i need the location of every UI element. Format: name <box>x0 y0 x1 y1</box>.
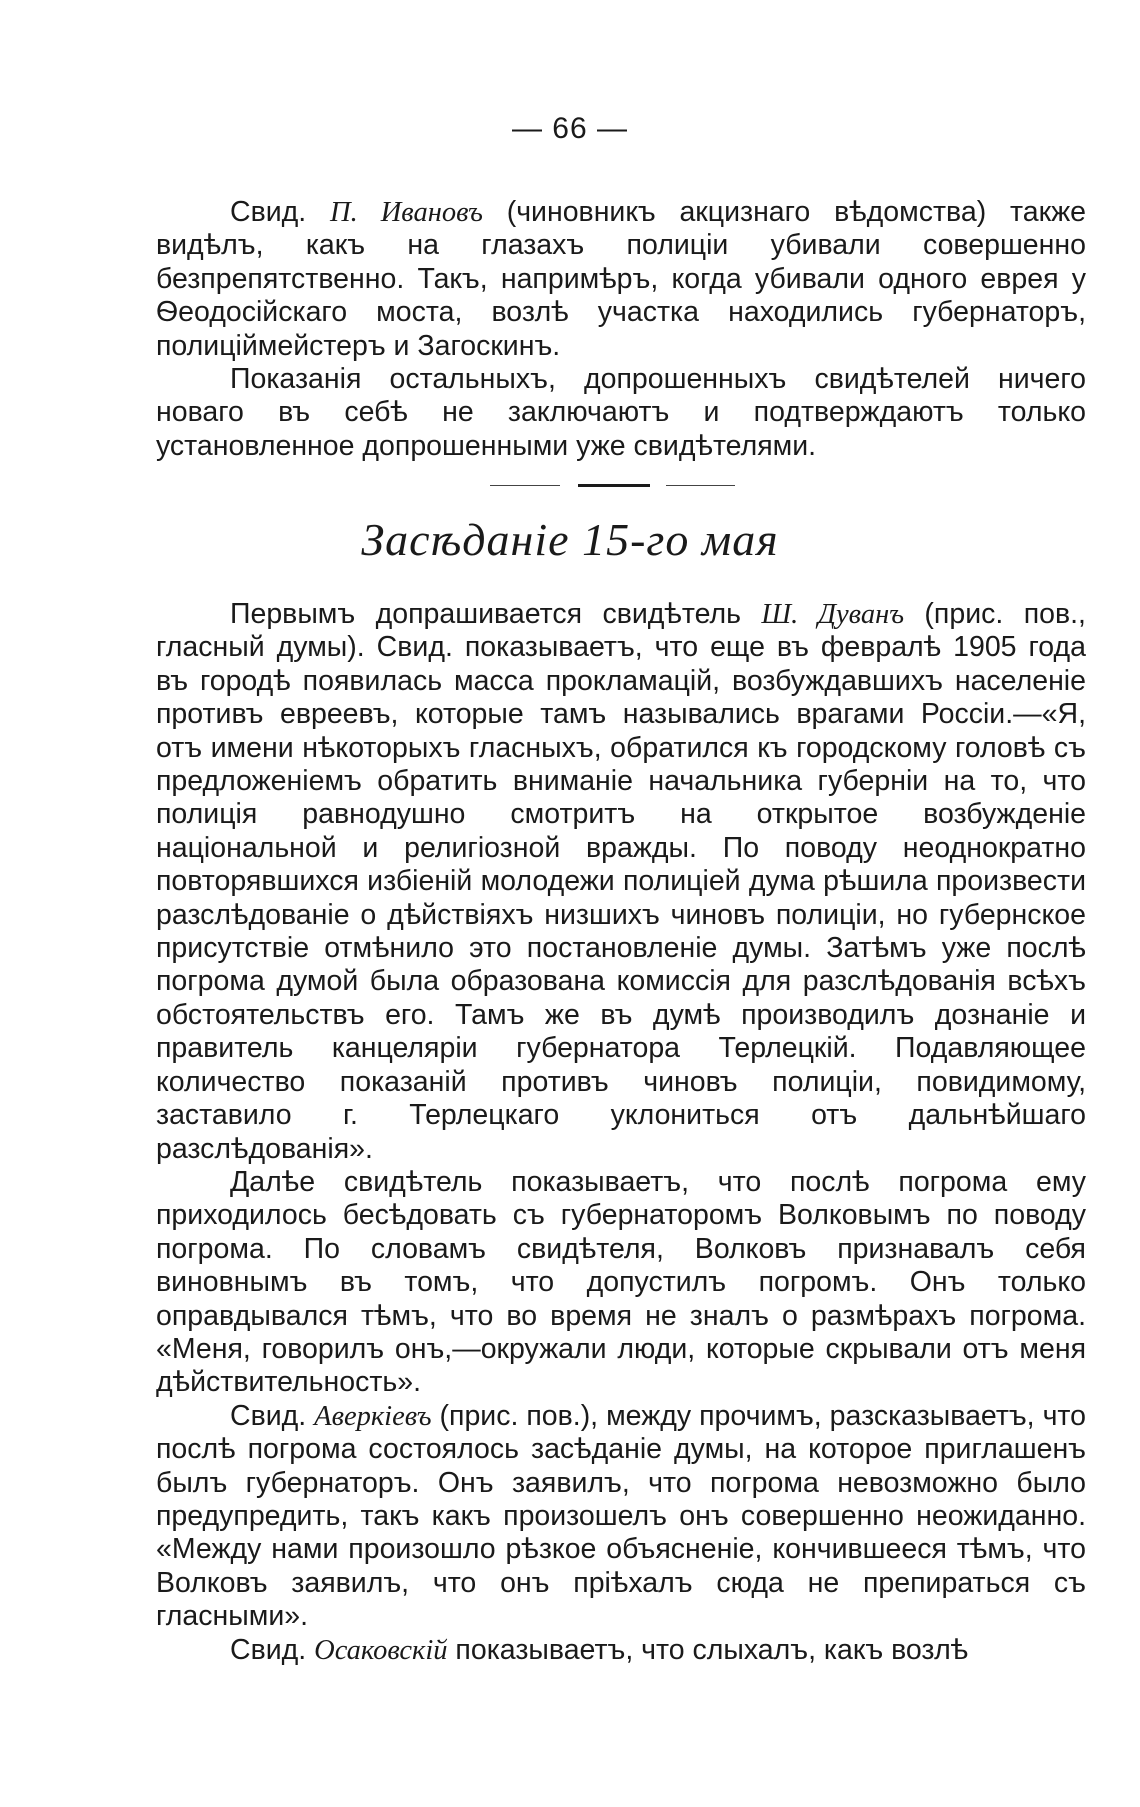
paragraph: Далѣе свидѣтель показываетъ, что послѣ погрома ему приходилось бесѣдовать съ губернаторомъ Волковымъ по поводу погрома. По словамъ свидѣтеля, Волковъ признавалъ себя виновнымъ въ томъ, что допустилъ погромъ. Онъ только оправдывался тѣмъ, что во время не зналъ о размѣрахъ погрома. «Меня, говорилъ онъ,—окружали люди, которые скрывали отъ меня дѣйствительность». <box>156 1165 1086 1399</box>
section-heading: Засѣданіе 15-го мая <box>361 514 779 565</box>
witness-name: Осаковскій <box>314 1634 448 1666</box>
section-separator <box>490 484 735 488</box>
paragraph <box>156 1400 1086 1634</box>
paragraph-text: Свид. <box>230 1399 315 1432</box>
witness-name: Ш. Дуванъ <box>761 599 905 630</box>
separator-line-right <box>666 485 735 486</box>
paragraph <box>156 598 1086 1166</box>
paragraph <box>156 196 1086 363</box>
top-text-block <box>156 196 1086 463</box>
paragraph-text: Свид. <box>230 196 330 228</box>
separator-line-center <box>578 484 650 487</box>
witness-name: Аверкіевъ <box>314 1400 432 1432</box>
paragraph-text: (прис. пов.), между прочимъ, разсказываетъ, что послѣ погрома состоялось засѣданіе думы, на которое приглашенъ былъ губернаторъ. Онъ заявилъ, что погрома невозможно было предупредить, такъ какъ произошелъ онъ совершенно неожиданно. «Между нами произошло рѣзкое объясненіе, кончившееся тѣмъ, что Волковъ заявилъ, что онъ пріѣхалъ сюда не препираться съ гласными». <box>156 1399 1087 1633</box>
paragraph-text: Свид. <box>230 1633 315 1666</box>
page-number: — 66 — <box>511 112 629 145</box>
main-text-block <box>156 598 1086 1667</box>
paragraph-text: (чиновникъ акцизнаго вѣдомства) также видѣлъ, какъ на глазахъ полиціи убивали совершенно безпрепятственно. Такъ, напримѣръ, когда убивали одного еврея у Ѳеодосійскаго моста, возлѣ участка находились губернаторъ, полиціймейстеръ и Загоскинъ. <box>156 196 1086 362</box>
paragraph <box>156 1634 1086 1667</box>
paragraph-text: (прис. пов., гласный думы). Свид. показываетъ, что еще въ февралѣ 1905 года въ городѣ появилась масса прокламацій, возбуждавшихъ населеніе противъ евреевъ, которые тамъ назывались врагами Россіи.—«Я, отъ имени нѣкоторыхъ гласныхъ, обратился къ городскому головѣ съ предложеніемъ обратить вниманіе начальника губерніи на то, что полиція равнодушно смотритъ на открытое возбужденіе національной и религіозной вражды. По поводу неоднократно повторявшихся избіеній молодежи полиціей дума рѣшила произвести разслѣдованіе о дѣйствіяхъ низшихъ чиновъ полиціи, но губернское присутствіе отмѣнило это постановленіе думы. Затѣмъ уже послѣ погрома думой была образована комиссія для разслѣдованія всѣхъ обстоятельствъ его. Тамъ же въ думѣ производилъ дознаніе и правитель канцеляріи губернатора Терлецкій. Подавляющее количество показаній противъ чиновъ полиціи, повидимому, заставило г. Терлецкаго уклониться отъ дальнѣйшаго разслѣдованія». <box>156 598 1086 1165</box>
paragraph-text: Первымъ допрашивается свидѣтель <box>230 598 762 630</box>
paragraph: Показанія остальныхъ, допрошенныхъ свидѣтелей ничего новаго въ себѣ не заключаютъ и подтверждаютъ только установленное допрошенными уже свидѣтелями. <box>156 363 1086 462</box>
witness-name: П. Ивановъ <box>330 197 483 228</box>
paragraph-text: показываетъ, что слыхалъ, какъ возлѣ <box>447 1633 969 1666</box>
separator-line-left <box>490 485 560 486</box>
